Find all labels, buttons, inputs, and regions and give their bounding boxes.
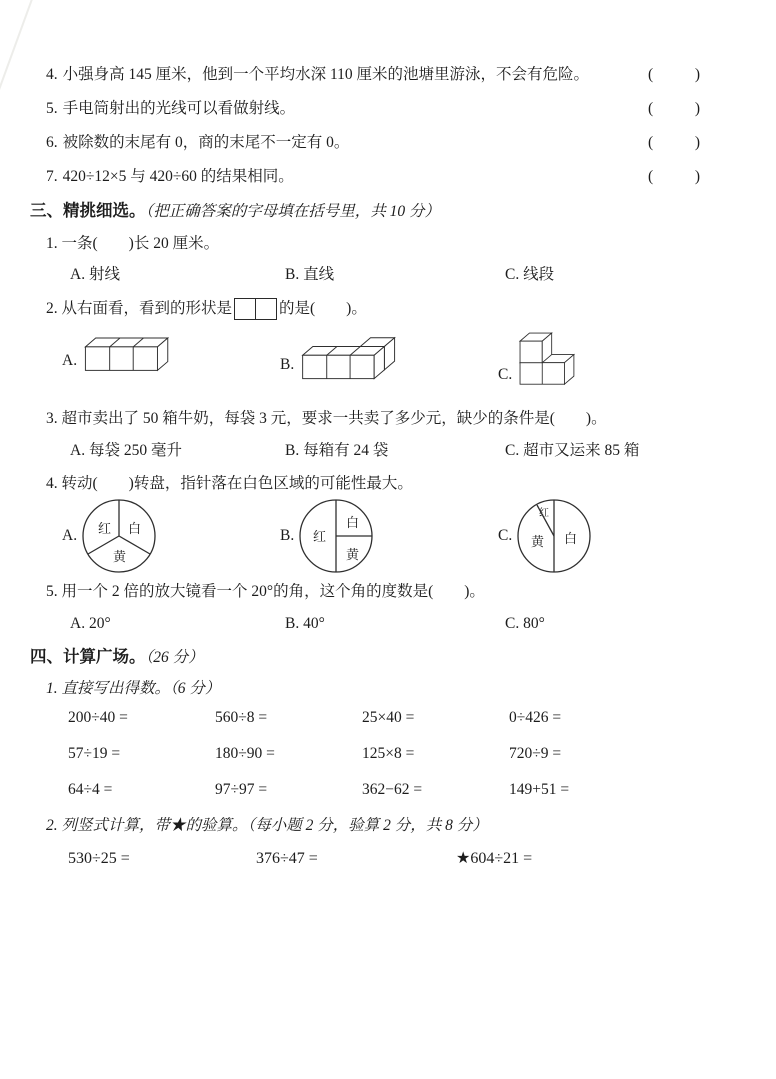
- vertical-calc-expression-starred: ★604÷21 =: [456, 850, 533, 867]
- vertical-calc-row: [68, 850, 700, 867]
- q1-option-c: C. 线段: [505, 266, 555, 283]
- calc-subtitle-2: 2. 列竖式计算，带★的验算。（每小题 2 分，验算 2 分，共 8 分）: [46, 817, 488, 834]
- section4-title: 四、计算广场。: [30, 647, 146, 666]
- item-number: 6.: [46, 134, 58, 151]
- q3-option-a: A. 每袋 250 毫升: [70, 442, 182, 459]
- figure-label-b: B.: [280, 356, 295, 373]
- item-text: 被除数的末尾有 0，商的末尾不一定有 0。: [62, 134, 350, 151]
- spinner-a: [62, 497, 280, 575]
- judge-item-5: [46, 100, 700, 117]
- q4-stem: 4. 转动( )转盘，指针落在白色区域的可能性最大。: [46, 475, 413, 492]
- answer-blank: [648, 66, 700, 83]
- spinner-c-sector-white: 白: [564, 531, 578, 546]
- paren-open: (: [648, 134, 654, 151]
- calc-expression: 57÷19 =: [68, 745, 121, 762]
- calc-expression: 180÷90 =: [215, 745, 275, 762]
- q2-figure-c: [498, 329, 586, 395]
- item-text: 420÷12×5 与 420÷60 的结果相同。: [62, 168, 294, 185]
- paren-open: (: [648, 66, 654, 83]
- q5-option-b: B. 40°: [285, 615, 325, 632]
- q5-option-a: A. 20°: [70, 615, 111, 632]
- q4-spinners: [62, 495, 700, 577]
- section3-title: 三、精挑细选。: [30, 201, 146, 220]
- q2-figures: [62, 329, 700, 409]
- judge-item-7: [46, 168, 700, 185]
- calc-expression: 149+51 =: [509, 781, 570, 798]
- q2-stem-pre: 2. 从右面看，看到的形状是: [46, 300, 233, 317]
- q1-option-b: B. 直线: [285, 266, 335, 283]
- cubes-row-with-back-cube-figure: [298, 329, 408, 383]
- spinner-b: [280, 497, 498, 575]
- calc-expression: 97÷97 =: [215, 781, 268, 798]
- figure-label-c: C.: [498, 366, 513, 383]
- spinner-c: [498, 497, 593, 575]
- spinner-half-with-sliver-figure: [515, 497, 593, 575]
- spinner-b-sector-white: 白: [346, 515, 360, 530]
- section4-heading: [30, 648, 700, 667]
- spinner-b-sector-yellow: 黄: [346, 547, 360, 562]
- spinner-a-sector-red: 红: [98, 521, 112, 536]
- section3-heading: [30, 202, 700, 221]
- scan-edge-artifact: [0, 0, 36, 109]
- spinner-three-equal-sectors-figure: [80, 497, 158, 575]
- calc-expression: 25×40 =: [362, 709, 415, 726]
- paren-close: ): [694, 168, 700, 185]
- q2-stem-post: 的是( )。: [279, 300, 367, 317]
- judge-item-6: [46, 134, 700, 151]
- vertical-calc-expression: 376÷47 =: [256, 850, 318, 867]
- paren-close: ): [694, 100, 700, 117]
- spinner-b-sector-red: 红: [313, 529, 327, 544]
- calc-expression: 125×8 =: [362, 745, 415, 762]
- item-number: 5.: [46, 100, 58, 117]
- q2-figure-b: [280, 329, 498, 383]
- paren-open: (: [648, 168, 654, 185]
- calc-expression: 0÷426 =: [509, 709, 562, 726]
- q5-options: [70, 616, 700, 632]
- q1-option-a: A. 射线: [70, 266, 120, 283]
- calc-expression: 720÷9 =: [509, 745, 562, 762]
- q2-figure-a: [62, 329, 280, 375]
- item-text: 手电筒射出的光线可以看做射线。: [62, 100, 296, 117]
- q3-option-c: C. 超市又运来 85 箱: [505, 442, 640, 459]
- section4-note: （26 分）: [145, 649, 204, 666]
- q5-stem: 5. 用一个 2 倍的放大镜看一个 20°的角，这个角的度数是( )。: [46, 583, 485, 600]
- item-number: 7.: [46, 168, 58, 185]
- q3-options: [70, 443, 700, 459]
- cubes-l-shape-figure: [516, 329, 586, 395]
- spinner-a-sector-yellow: 黄: [113, 549, 127, 564]
- two-squares-figure: [234, 298, 277, 320]
- calc-grid-row: [68, 746, 700, 762]
- spinner-label-c: C.: [498, 527, 513, 544]
- calc-subtitle-1: 1. 直接写出得数。（6 分）: [46, 680, 221, 697]
- paren-close: ): [694, 66, 700, 83]
- answer-blank: [648, 168, 700, 185]
- spinner-a-sector-white: 白: [128, 521, 142, 536]
- calc-expression: 200÷40 =: [68, 709, 128, 726]
- q1-options: [70, 267, 700, 283]
- calc-grid-row: [68, 710, 700, 726]
- judge-item-4: [46, 66, 700, 83]
- item-number: 4.: [46, 66, 58, 83]
- answer-blank: [648, 100, 700, 117]
- cubes-row-of-three-figure: [81, 329, 181, 375]
- item-text: 小强身高 145 厘米，他到一个平均水深 110 厘米的池塘里游泳，不会有危险。: [62, 66, 590, 83]
- spinner-half-and-quarters-figure: [297, 497, 375, 575]
- calc-expression: 64÷4 =: [68, 781, 113, 798]
- paren-open: (: [648, 100, 654, 117]
- spinner-label-a: A.: [62, 527, 78, 544]
- vertical-calc-expression: 530÷25 =: [68, 850, 130, 867]
- q3-stem: 3. 超市卖出了 50 箱牛奶，每袋 3 元，要求一共卖了多少元，缺少的条件是( )。: [46, 410, 607, 427]
- calc-expression: 362−62 =: [362, 781, 423, 798]
- spinner-label-b: B.: [280, 527, 295, 544]
- square-cell: [234, 298, 256, 320]
- section3-note: （把正确答案的字母填在括号里，共 10 分）: [145, 203, 441, 220]
- square-cell: [256, 298, 277, 320]
- spinner-c-sector-yellow: 黄: [531, 534, 545, 549]
- paren-close: ): [694, 134, 700, 151]
- q1-stem: 1. 一条( )长 20 厘米。: [46, 235, 220, 252]
- calc-expression: 560÷8 =: [215, 709, 268, 726]
- q2-stem: [46, 297, 700, 321]
- answer-blank: [648, 134, 700, 151]
- calc-grid-row: [68, 782, 700, 798]
- q5-option-c: C. 80°: [505, 615, 545, 632]
- figure-label-a: A.: [62, 352, 78, 369]
- spinner-c-sector-red: 红: [539, 508, 550, 519]
- q3-option-b: B. 每箱有 24 袋: [285, 442, 389, 459]
